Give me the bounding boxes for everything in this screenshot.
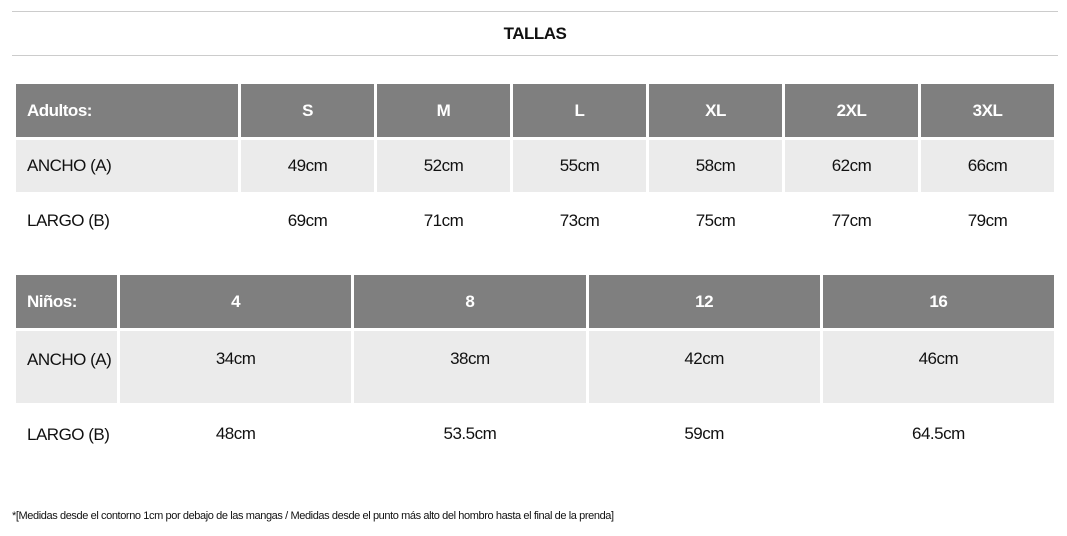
size-header-12: 12 [589, 275, 820, 328]
size-header-4: 4 [120, 275, 351, 328]
adults-length-row [16, 195, 1054, 247]
table-cell: 49cm [241, 140, 374, 192]
size-header-l: L [513, 84, 646, 137]
size-header-s: S [241, 84, 374, 137]
table-cell: 46cm [823, 331, 1054, 403]
table-cell: 71cm [423, 211, 464, 230]
size-chart-title-bar [12, 11, 1058, 56]
size-header-m: M [377, 84, 510, 137]
size-header-8: 8 [354, 275, 585, 328]
table-cell: 52cm [377, 140, 510, 192]
adults-label: Adultos: [16, 84, 238, 137]
table-cell: 59cm [684, 424, 724, 443]
kids-width-row [16, 331, 1054, 403]
kids-size-table [13, 272, 1057, 481]
table-cell: 34cm [120, 331, 351, 403]
table-cell: 53.5cm [443, 424, 497, 443]
size-header-16: 16 [823, 275, 1054, 328]
table-cell: 55cm [513, 140, 646, 192]
row-label: LARGO (B) [27, 425, 110, 444]
kids-header-row [16, 275, 1054, 328]
kids-length-row [16, 406, 1054, 478]
adults-size-table [13, 81, 1057, 250]
adults-width-row [16, 140, 1054, 192]
table-cell: 77cm [831, 211, 872, 230]
size-header-3xl: 3XL [921, 84, 1054, 137]
measurement-footnote: *[Medidas desde el contorno 1cm por debajo de las mangas / Medidas desde el punto más alto del hombro hasta el final de la prenda] [12, 510, 614, 522]
row-label: LARGO (B) [27, 211, 110, 230]
adults-header-row [16, 84, 1054, 137]
table-cell: 79cm [967, 211, 1008, 230]
page-title: TALLAS [503, 23, 567, 43]
table-cell: 73cm [559, 211, 600, 230]
row-label: ANCHO (A) [16, 331, 117, 403]
table-cell: 48cm [215, 424, 256, 443]
table-cell: 62cm [785, 140, 918, 192]
table-cell: 69cm [287, 211, 328, 230]
row-label: ANCHO (A) [16, 140, 238, 192]
table-cell: 42cm [589, 331, 820, 403]
table-cell: 38cm [354, 331, 585, 403]
table-cell: 66cm [921, 140, 1054, 192]
table-cell: 75cm [695, 211, 736, 230]
kids-label: Niños: [16, 275, 117, 328]
table-cell: 58cm [649, 140, 782, 192]
size-header-xl: XL [649, 84, 782, 137]
table-cell: 64.5cm [912, 424, 965, 443]
size-header-2xl: 2XL [785, 84, 918, 137]
